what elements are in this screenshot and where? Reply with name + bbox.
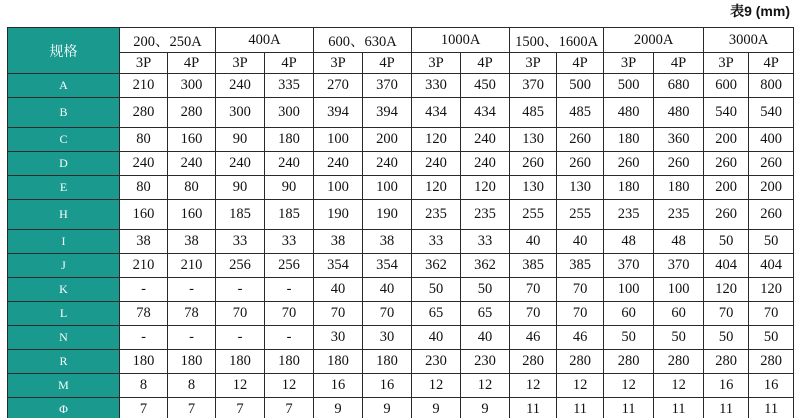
dimension-label: J (8, 254, 120, 278)
dimension-value: 300 (168, 74, 216, 98)
dimension-value: 11 (749, 398, 794, 418)
dimension-value: 8 (120, 374, 168, 398)
dimension-value: 16 (749, 374, 794, 398)
dimension-value: 50 (654, 326, 704, 350)
dimension-label: B (8, 98, 120, 128)
table-row (8, 278, 794, 302)
dimension-value: 240 (314, 152, 363, 176)
dimension-value: 9 (412, 398, 461, 418)
dimension-value: 394 (363, 98, 412, 128)
dimension-value: 394 (314, 98, 363, 128)
pole-header-row (8, 53, 794, 74)
dimension-value: 485 (510, 98, 557, 128)
dimension-value: 230 (412, 350, 461, 374)
dimension-value: - (120, 326, 168, 350)
dimension-label: R (8, 350, 120, 374)
pole-header: 4P (557, 53, 604, 74)
dimension-value: 16 (704, 374, 749, 398)
rating-group-header: 600、630A (314, 28, 412, 53)
dimension-value: 70 (510, 302, 557, 326)
dimension-value: 200 (704, 176, 749, 200)
dimension-value: 65 (412, 302, 461, 326)
dimension-value: 50 (604, 326, 654, 350)
dimension-label: K (8, 278, 120, 302)
dimension-value: 180 (216, 350, 265, 374)
pole-header: 3P (120, 53, 168, 74)
table-row (8, 374, 794, 398)
pole-header: 3P (216, 53, 265, 74)
dimension-label: C (8, 128, 120, 152)
dimension-value: 30 (314, 326, 363, 350)
dimension-value: 12 (461, 374, 510, 398)
rating-group-header: 1000A (412, 28, 510, 53)
dimension-value: 200 (363, 128, 412, 152)
dimension-value: 260 (654, 152, 704, 176)
dimension-label: N (8, 326, 120, 350)
dimension-value: 60 (654, 302, 704, 326)
dimension-value: 240 (363, 152, 412, 176)
dimension-value: 78 (120, 302, 168, 326)
dimension-value: 11 (510, 398, 557, 418)
dimension-value: 362 (461, 254, 510, 278)
dimension-value: 50 (704, 230, 749, 254)
dimension-value: 40 (461, 326, 510, 350)
dimension-value: 330 (412, 74, 461, 98)
dimension-value: 33 (216, 230, 265, 254)
dimension-value: 210 (120, 74, 168, 98)
dimension-value: 240 (461, 152, 510, 176)
dimension-value: 8 (168, 374, 216, 398)
dimension-value: 500 (604, 74, 654, 98)
dimension-value: 260 (510, 152, 557, 176)
table-head (8, 28, 794, 74)
dimension-value: 480 (654, 98, 704, 128)
dimension-value: 120 (461, 176, 510, 200)
dimension-value: 500 (557, 74, 604, 98)
dimension-value: 180 (265, 128, 314, 152)
dimension-value: 260 (749, 152, 794, 176)
dimension-value: 200 (749, 176, 794, 200)
dimension-value: 38 (120, 230, 168, 254)
dimension-value: 38 (168, 230, 216, 254)
dimension-value: - (168, 326, 216, 350)
dimension-value: 12 (265, 374, 314, 398)
dimension-value: 230 (461, 350, 510, 374)
dimension-value: 180 (604, 176, 654, 200)
dimension-value: 100 (604, 278, 654, 302)
rating-group-header: 200、250A (120, 28, 216, 53)
dimension-value: 70 (265, 302, 314, 326)
dimension-value: 38 (363, 230, 412, 254)
dimension-value: 180 (314, 350, 363, 374)
pole-header: 4P (461, 53, 510, 74)
dimension-value: 12 (412, 374, 461, 398)
dimension-value: 70 (314, 302, 363, 326)
dimension-value: 90 (216, 128, 265, 152)
pole-header: 4P (654, 53, 704, 74)
dimension-value: 120 (749, 278, 794, 302)
spec-corner-cell: 规格 (8, 28, 120, 74)
dimension-value: 130 (510, 128, 557, 152)
dimension-value: 480 (604, 98, 654, 128)
dimension-value: 11 (604, 398, 654, 418)
table-row (8, 230, 794, 254)
dimension-value: 485 (557, 98, 604, 128)
dimension-value: 7 (168, 398, 216, 418)
dimension-value: 12 (557, 374, 604, 398)
dimension-value: 11 (654, 398, 704, 418)
dimension-value: 210 (120, 254, 168, 278)
dimension-value: 90 (265, 176, 314, 200)
dimension-value: 354 (363, 254, 412, 278)
pole-header: 3P (510, 53, 557, 74)
dimension-value: 50 (412, 278, 461, 302)
dimension-value: 260 (704, 200, 749, 230)
dimension-value: 240 (216, 152, 265, 176)
dimension-value: 160 (168, 128, 216, 152)
dimension-value: 280 (654, 350, 704, 374)
dimension-value: 30 (363, 326, 412, 350)
dimension-label: E (8, 176, 120, 200)
dimension-value: 70 (216, 302, 265, 326)
dimension-value: 300 (216, 98, 265, 128)
pole-header: 3P (314, 53, 363, 74)
dimension-value: 11 (704, 398, 749, 418)
dimension-value: 280 (557, 350, 604, 374)
dimension-value: 360 (654, 128, 704, 152)
dimension-value: 260 (749, 200, 794, 230)
rating-group-header: 3000A (704, 28, 794, 53)
table-row (8, 302, 794, 326)
dimension-value: 100 (314, 176, 363, 200)
dimension-value: 40 (314, 278, 363, 302)
dimension-value: 280 (749, 350, 794, 374)
dimension-value: 7 (216, 398, 265, 418)
dimension-value: 240 (265, 152, 314, 176)
dimension-value: 240 (216, 74, 265, 98)
dimension-value: 160 (168, 200, 216, 230)
dimension-value: 235 (654, 200, 704, 230)
dimension-value: 46 (557, 326, 604, 350)
dimension-value: 12 (604, 374, 654, 398)
dimension-value: 160 (120, 200, 168, 230)
dimension-label: Φ (8, 398, 120, 418)
table-row (8, 128, 794, 152)
dimension-value: - (216, 278, 265, 302)
dimension-value: 385 (557, 254, 604, 278)
dimension-value: 70 (510, 278, 557, 302)
table-row (8, 350, 794, 374)
pole-header: 4P (363, 53, 412, 74)
dimension-value: 100 (654, 278, 704, 302)
dimension-value: 100 (363, 176, 412, 200)
dimension-value: 7 (120, 398, 168, 418)
dimension-value: 280 (120, 98, 168, 128)
dimension-value: 60 (604, 302, 654, 326)
dimension-value: 300 (265, 98, 314, 128)
dimension-value: 404 (749, 254, 794, 278)
dimension-value: 38 (314, 230, 363, 254)
dimension-value: 130 (557, 176, 604, 200)
dimension-value: 33 (461, 230, 510, 254)
dimension-value: 240 (461, 128, 510, 152)
dimension-value: 12 (216, 374, 265, 398)
dimension-value: 120 (412, 176, 461, 200)
dimension-value: 46 (510, 326, 557, 350)
table-row (8, 200, 794, 230)
dimension-value: 260 (557, 152, 604, 176)
pole-header: 4P (265, 53, 314, 74)
dimension-label: D (8, 152, 120, 176)
dimension-value: 190 (314, 200, 363, 230)
dimension-value: 385 (510, 254, 557, 278)
dimension-value: 80 (168, 176, 216, 200)
rating-group-header: 400A (216, 28, 314, 53)
rating-group-header: 2000A (604, 28, 704, 53)
dimension-value: 70 (749, 302, 794, 326)
dimension-value: 48 (604, 230, 654, 254)
dimension-value: 180 (168, 350, 216, 374)
pole-header: 3P (604, 53, 654, 74)
dimension-value: 40 (363, 278, 412, 302)
dimension-value: 9 (363, 398, 412, 418)
dimension-value: 235 (604, 200, 654, 230)
dimension-value: 335 (265, 74, 314, 98)
dimension-value: 180 (120, 350, 168, 374)
dimension-value: 33 (265, 230, 314, 254)
dimension-value: 680 (654, 74, 704, 98)
group-header-row (8, 28, 794, 53)
dimension-value: 180 (363, 350, 412, 374)
dimension-value: 200 (704, 128, 749, 152)
dimension-value: 434 (461, 98, 510, 128)
dimension-value: 362 (412, 254, 461, 278)
dimension-value: 180 (654, 176, 704, 200)
dimension-value: 50 (461, 278, 510, 302)
dimension-label: I (8, 230, 120, 254)
dimension-value: 12 (654, 374, 704, 398)
dimension-value: 255 (557, 200, 604, 230)
table-row (8, 254, 794, 278)
dimension-value: - (216, 326, 265, 350)
dimension-value: 280 (704, 350, 749, 374)
dimension-value: - (168, 278, 216, 302)
dimension-value: - (265, 326, 314, 350)
dimension-value: 70 (557, 278, 604, 302)
dimension-value: 40 (557, 230, 604, 254)
table-row (8, 98, 794, 128)
rating-group-header: 1500、1600A (510, 28, 604, 53)
dimension-value: 16 (363, 374, 412, 398)
pole-header: 4P (749, 53, 794, 74)
dimension-value: 16 (314, 374, 363, 398)
dimension-value: 40 (510, 230, 557, 254)
dimension-value: 48 (654, 230, 704, 254)
dimension-value: - (120, 278, 168, 302)
table-row (8, 398, 794, 418)
dimension-value: 235 (461, 200, 510, 230)
dimension-value: 210 (168, 254, 216, 278)
dimension-value: 800 (749, 74, 794, 98)
dimension-value: 65 (461, 302, 510, 326)
dimension-value: 190 (363, 200, 412, 230)
table-row (8, 176, 794, 200)
dimension-value: 260 (704, 152, 749, 176)
dimension-value: 70 (557, 302, 604, 326)
dimension-value: 70 (363, 302, 412, 326)
dimension-value: 255 (510, 200, 557, 230)
dimension-value: 12 (510, 374, 557, 398)
dimension-label: A (8, 74, 120, 98)
dimension-value: 90 (216, 176, 265, 200)
pole-header: 4P (168, 53, 216, 74)
dimension-label: L (8, 302, 120, 326)
dimension-value: 50 (749, 326, 794, 350)
dimension-value: 180 (265, 350, 314, 374)
dimension-value: 370 (604, 254, 654, 278)
dimension-value: 50 (749, 230, 794, 254)
dimension-value: 370 (363, 74, 412, 98)
dimension-value: 180 (604, 128, 654, 152)
dimension-value: 78 (168, 302, 216, 326)
dimension-value: 370 (654, 254, 704, 278)
dimension-table (7, 27, 794, 418)
dimension-value: 540 (749, 98, 794, 128)
dimension-value: 280 (510, 350, 557, 374)
dimension-value: 256 (216, 254, 265, 278)
dimension-value: 100 (314, 128, 363, 152)
table-row (8, 74, 794, 98)
dimension-value: 40 (412, 326, 461, 350)
dimension-value: 240 (412, 152, 461, 176)
dimension-value: 260 (557, 128, 604, 152)
dimension-value: 70 (704, 302, 749, 326)
dimension-value: 9 (461, 398, 510, 418)
table-row (8, 326, 794, 350)
table-caption: 表9 (mm) (730, 3, 790, 19)
dimension-value: 240 (120, 152, 168, 176)
dimension-value: 260 (604, 152, 654, 176)
dimension-value: 80 (120, 176, 168, 200)
dimension-value: 370 (510, 74, 557, 98)
dimension-value: 50 (704, 326, 749, 350)
dimension-value: 33 (412, 230, 461, 254)
dimension-value: 280 (168, 98, 216, 128)
dimension-value: 120 (704, 278, 749, 302)
dimension-value: 185 (265, 200, 314, 230)
dimension-value: 450 (461, 74, 510, 98)
dimension-value: - (265, 278, 314, 302)
dimension-value: 256 (265, 254, 314, 278)
dimension-value: 600 (704, 74, 749, 98)
dimension-value: 400 (749, 128, 794, 152)
dimension-label: H (8, 200, 120, 230)
dimension-value: 404 (704, 254, 749, 278)
dimension-value: 120 (412, 128, 461, 152)
pole-header: 3P (704, 53, 749, 74)
dimension-value: 240 (168, 152, 216, 176)
dimension-value: 11 (557, 398, 604, 418)
dimension-value: 354 (314, 254, 363, 278)
table-row (8, 152, 794, 176)
dimension-value: 434 (412, 98, 461, 128)
dimension-value: 540 (704, 98, 749, 128)
dimension-value: 130 (510, 176, 557, 200)
pole-header: 3P (412, 53, 461, 74)
dimension-value: 185 (216, 200, 265, 230)
table-body (8, 74, 794, 418)
dimension-value: 7 (265, 398, 314, 418)
dimension-value: 235 (412, 200, 461, 230)
dimension-label: M (8, 374, 120, 398)
dimension-value: 270 (314, 74, 363, 98)
dimension-value: 9 (314, 398, 363, 418)
dimension-value: 80 (120, 128, 168, 152)
dimension-value: 280 (604, 350, 654, 374)
